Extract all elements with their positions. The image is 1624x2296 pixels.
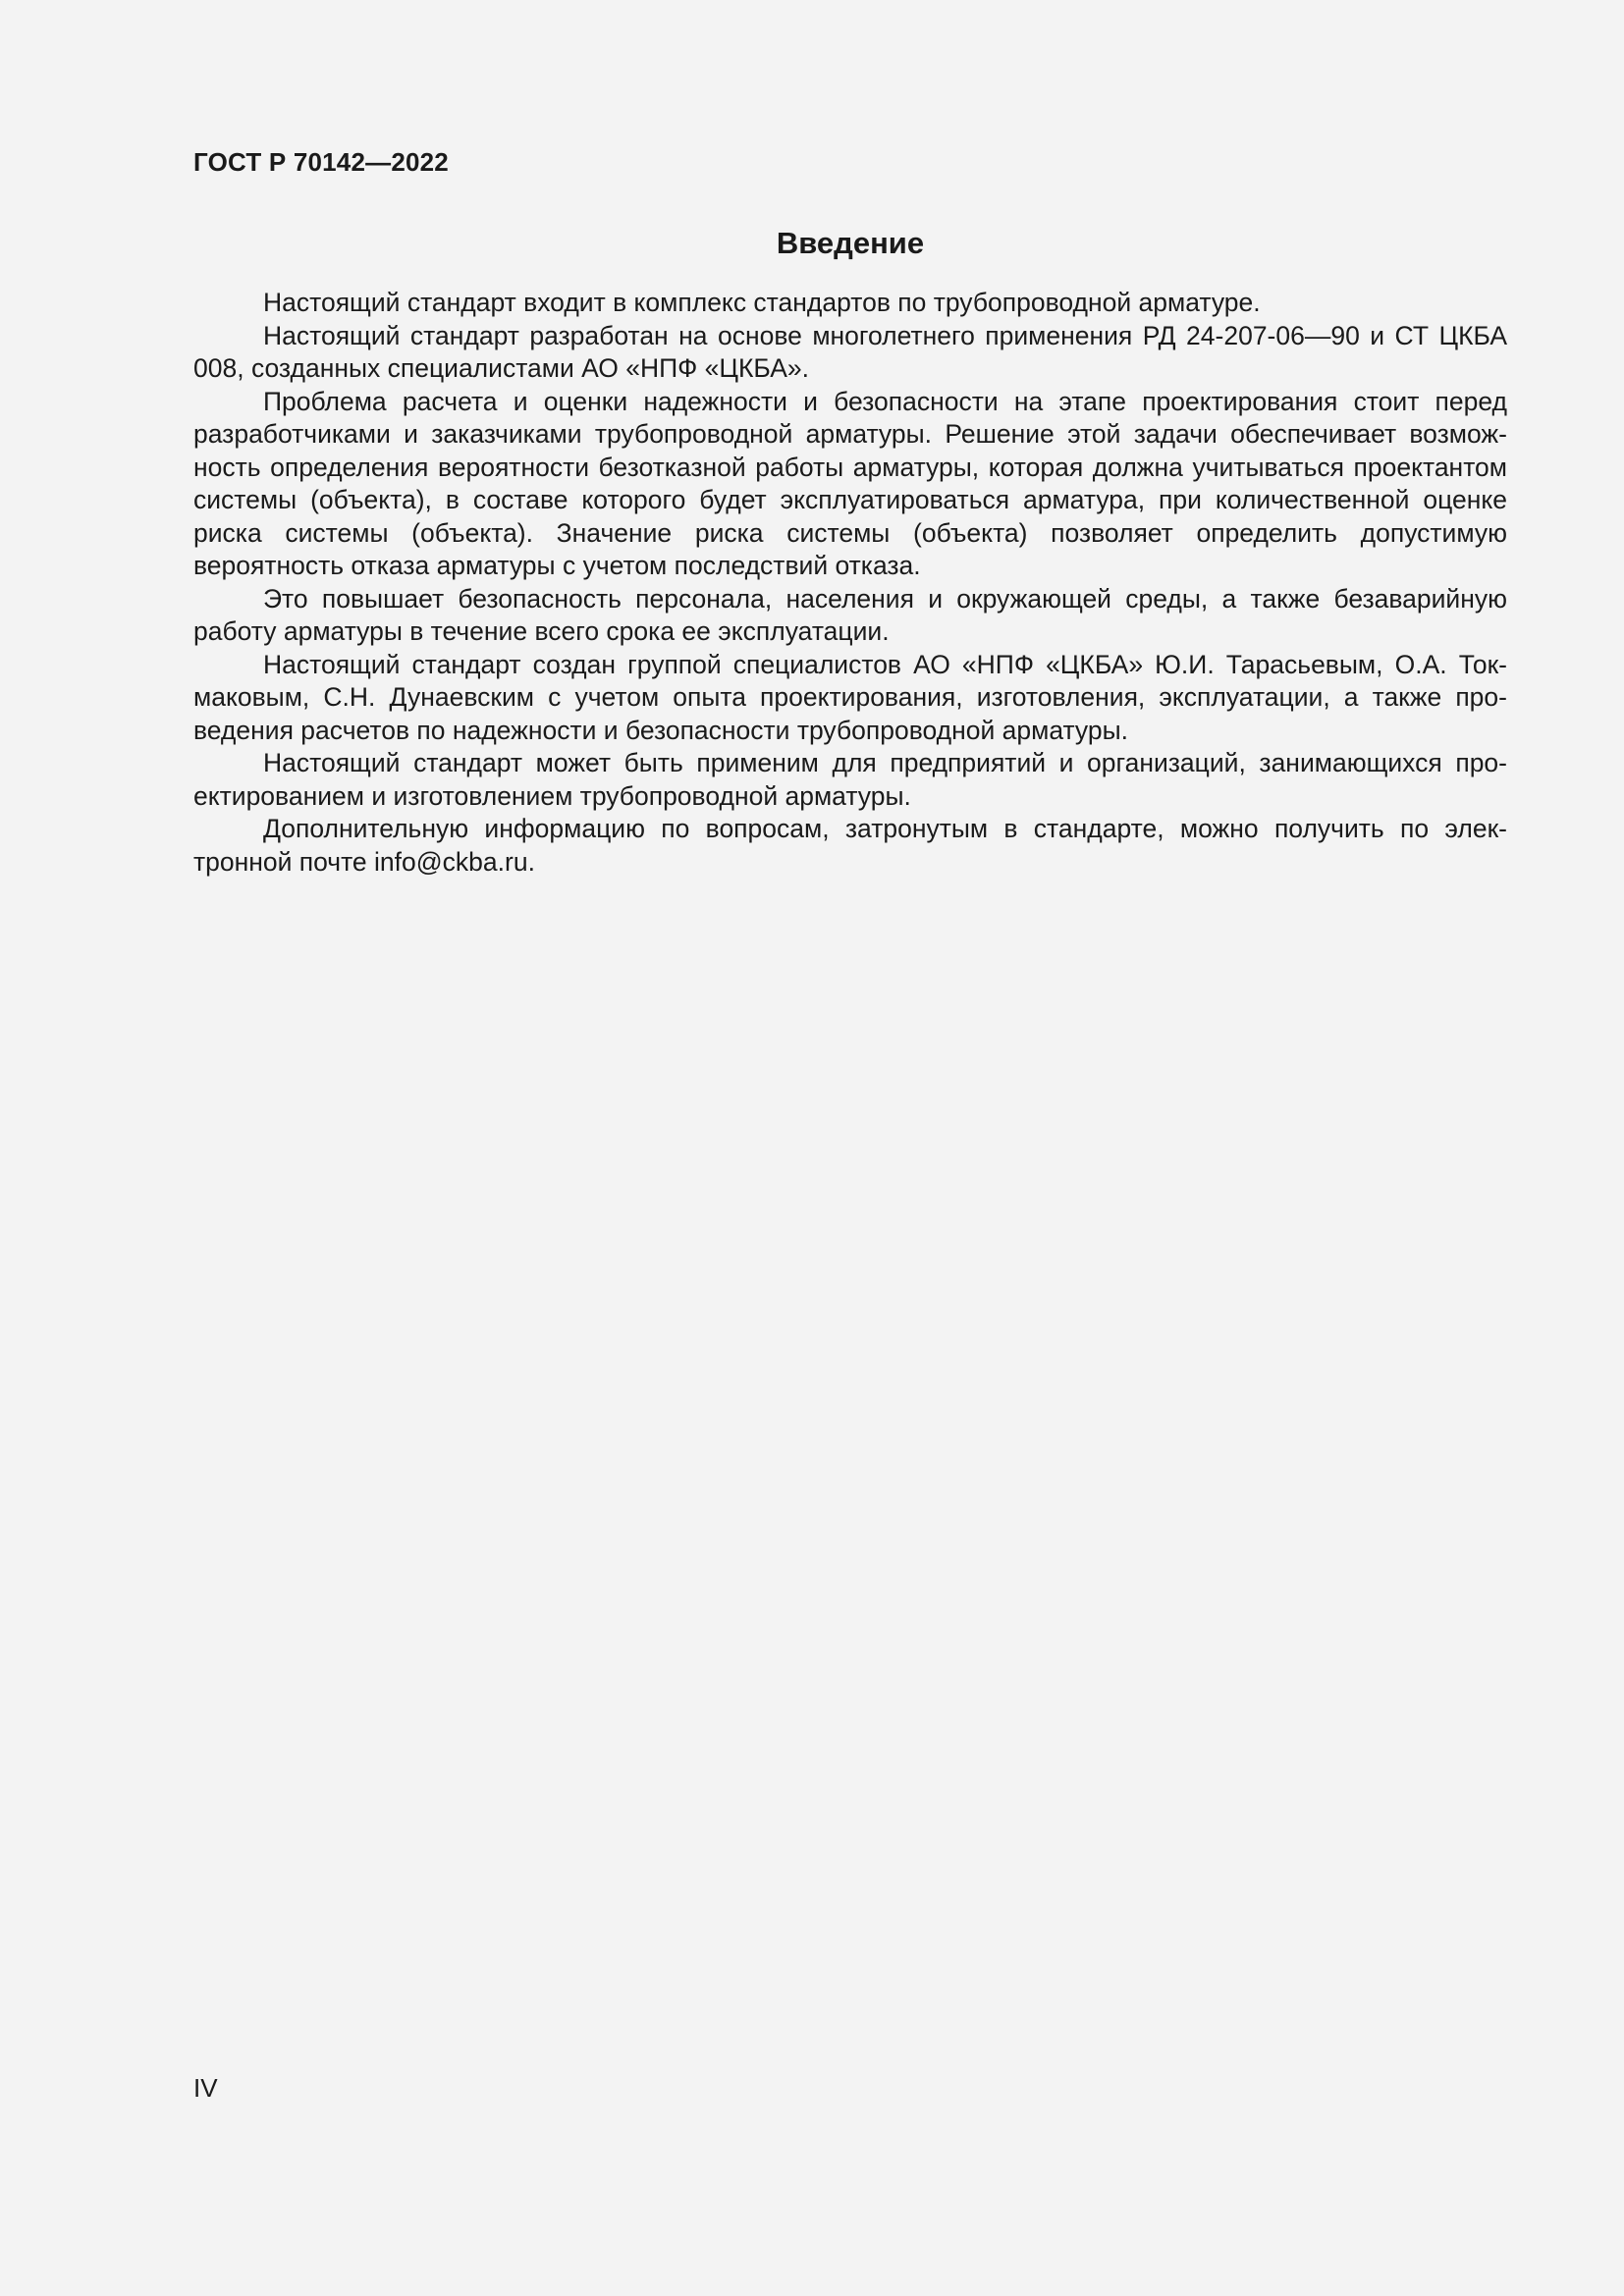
paragraph-5: Настоящий стандарт создан группой специалистов АО «НПФ «ЦКБА» Ю.И. Тарасьевым, О.А. Токмаковым, С.Н. Дунаевским с учетом опыта проектирования, изготовления, эксплуатации, а также проведения расчетов по надежности и безопасности трубопроводной арматуры. bbox=[193, 649, 1507, 745]
paragraph-7: Дополнительную информацию по вопросам, затронутым в стандарте, можно получить по электронной почте info@ckba.ru. bbox=[193, 814, 1507, 877]
paragraph-3: Проблема расчета и оценки надежности и безопасности на этапе проектирования стоит перед разработчиками и заказчиками трубопроводной арматуры. Решение этой задачи обеспечивает возможность определения вероятности безотказной работы арматуры, которая должна учитываться проектантом системы (объекта), в составе которого будет эксплуатироваться арматура, при количественной оценке риска системы (объекта). Значение риска системы (объекта) позволяет определить допустимую вероятность отказа арматуры с учетом последствий отказа. bbox=[193, 386, 1507, 580]
paragraph-4: Это повышает безопасность персонала, населения и окружающей среды, а также безаварийную работу арматуры в течение всего срока ее эксплуатации. bbox=[193, 583, 1507, 646]
body-text bbox=[193, 287, 1507, 879]
paragraph-2: Настоящий стандарт разработан на основе многолетнего применения РД 24-207-06—90 и СТ ЦКБА 008, созданных специалистами АО «НПФ «ЦКБА». bbox=[193, 320, 1507, 383]
paragraph-1: Настоящий стандарт входит в комплекс стандартов по трубопроводной арматуре. bbox=[263, 288, 1261, 317]
section-title: Введение bbox=[776, 226, 925, 260]
paragraph-6: Настоящий стандарт может быть применим для предприятий и организаций, занимающихся проектированием и изготовлением трубопроводной арматуры. bbox=[193, 748, 1507, 811]
standard-code-header: ГОСТ Р 70142—2022 bbox=[193, 147, 449, 177]
page-number: IV bbox=[193, 2073, 218, 2103]
